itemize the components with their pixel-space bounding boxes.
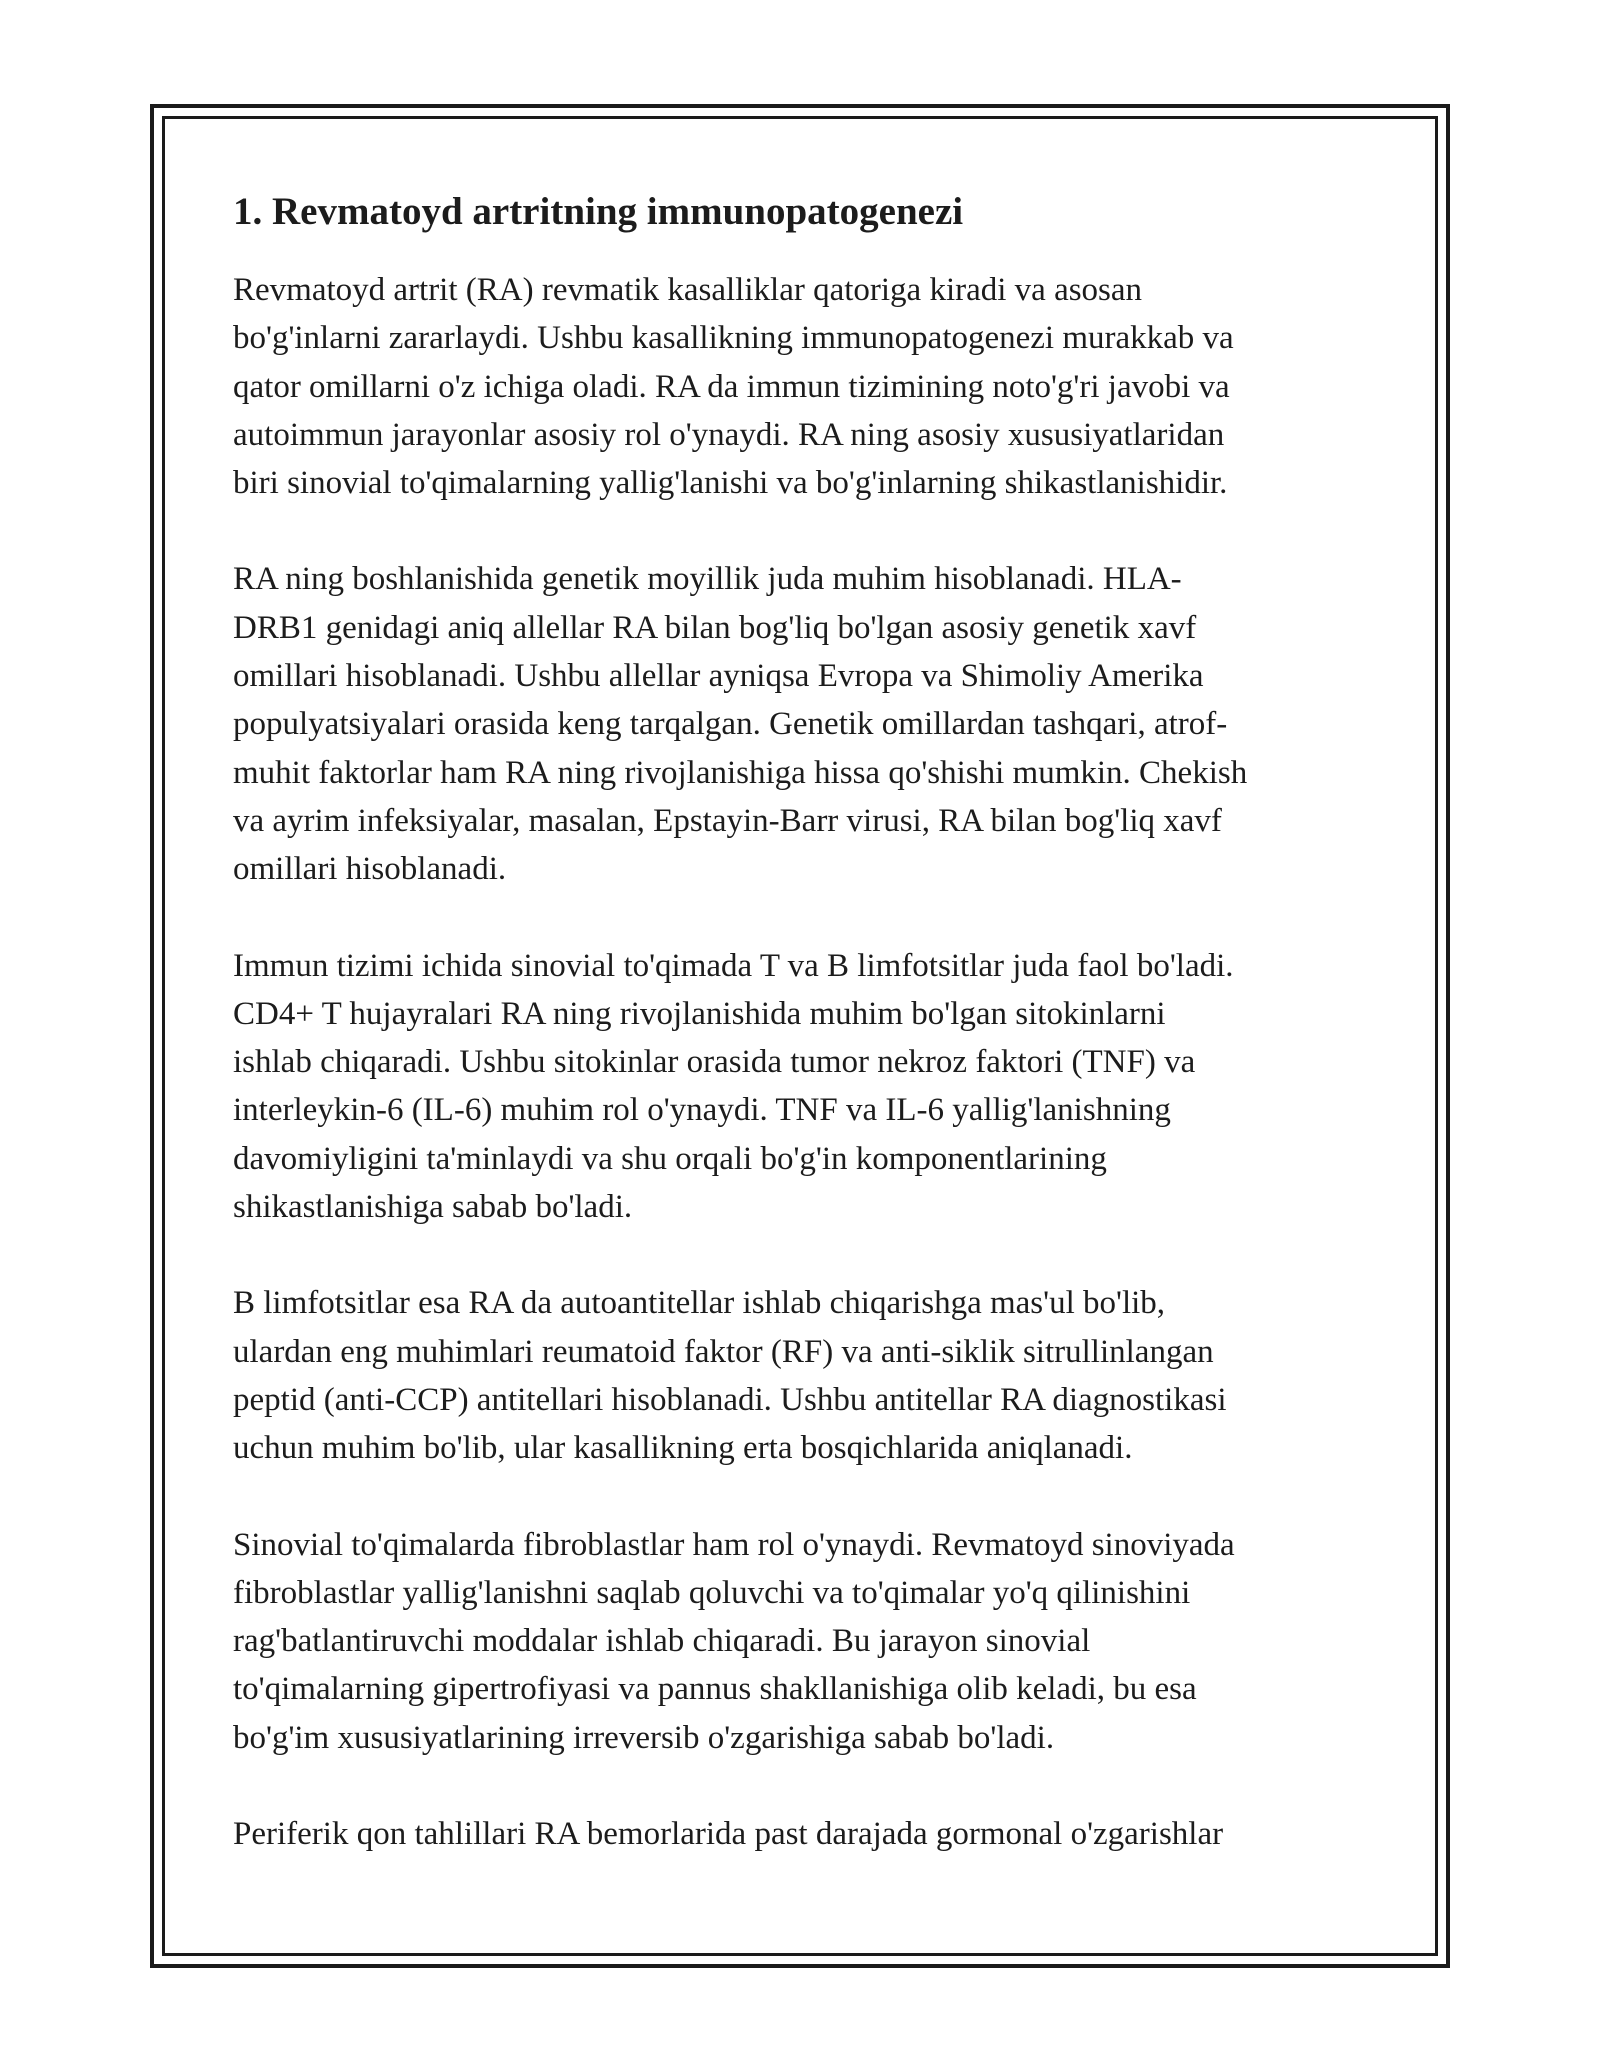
- text-line: fibroblastlar yallig'lanishni saqlab qoluvchi va to'qimalar yo'q qilinishini: [233, 1574, 1191, 1611]
- text-line: CD4+ T hujayralari RA ning rivojlanishida muhim bo'lgan sitokinlarni: [233, 995, 1166, 1032]
- text-line: B limfotsitlar esa RA da autoantitellar ishlab chiqarishga mas'ul bo'lib,: [233, 1285, 1166, 1322]
- text-line: RA ning boshlanishida genetik moyillik juda muhim hisoblanadi. HLA-: [233, 561, 1182, 598]
- text-line: autoimmun jarayonlar asosiy rol o'ynaydi. RA ning asosiy xususiyatlaridan: [233, 416, 1225, 453]
- document-body: [233, 188, 1373, 1906]
- paragraph-6: [233, 1810, 1373, 1858]
- text-line: qator omillarni o'z ichiga oladi. RA da immun tizimining noto'g'ri javobi va: [233, 368, 1230, 405]
- text-line: peptid (anti-CCP) antitellari hisoblanadi. Ushbu antitellar RA diagnostikasi: [233, 1381, 1227, 1418]
- text-line: DRB1 genidagi aniq allellar RA bilan bog'liq bo'lgan asosiy genetik xavf: [233, 609, 1197, 646]
- text-line: omillari hisoblanadi. Ushbu allellar ayniqsa Evropa va Shimoliy Amerika: [233, 658, 1204, 695]
- text-line: interleykin-6 (IL-6) muhim rol o'ynaydi. TNF va IL-6 yallig'lanishning: [233, 1092, 1171, 1129]
- text-line: to'qimalarning gipertrofiyasi va pannus shakllanishiga olib keladi, bu esa: [233, 1671, 1197, 1708]
- text-line: ulardan eng muhimlari reumatoid faktor (RF) va anti-siklik sitrullinlangan: [233, 1333, 1214, 1370]
- text-line: davomiyligini ta'minlaydi va shu orqali bo'g'in komponentlarining: [233, 1140, 1107, 1177]
- paragraph-2: [233, 555, 1373, 893]
- text-line: shikastlanishiga sabab bo'ladi.: [233, 1189, 633, 1226]
- paragraph-4: [233, 1279, 1373, 1472]
- paragraph-5: [233, 1521, 1373, 1762]
- text-line: ishlab chiqaradi. Ushbu sitokinlar orasida tumor nekroz faktori (TNF) va: [233, 1044, 1196, 1081]
- paragraph-1: [233, 266, 1373, 507]
- text-line: biri sinovial to'qimalarning yallig'lanishi va bo'g'inlarning shikastlanishidir.: [233, 465, 1228, 502]
- text-line: muhit faktorlar ham RA ning rivojlanishiga hissa qo'shishi mumkin. Chekish: [233, 754, 1248, 791]
- paragraph-3: [233, 942, 1373, 1232]
- text-line: Revmatoyd artrit (RA) revmatik kasalliklar qatoriga kiradi va asosan: [233, 272, 1143, 308]
- section-heading: 1. Revmatoyd artritning immunopatogenezi: [233, 190, 964, 233]
- text-line: rag'batlantiruvchi moddalar ishlab chiqaradi. Bu jarayon sinovial: [233, 1623, 1091, 1660]
- text-line: bo'g'inlarni zararlaydi. Ushbu kasallikning immunopatogenezi murakkab va: [233, 320, 1234, 357]
- text-line: omillari hisoblanadi.: [233, 851, 507, 888]
- text-line: va ayrim infeksiyalar, masalan, Epstayin-Barr virusi, RA bilan bog'liq xavf: [233, 802, 1222, 839]
- text-line: populyatsiyalari orasida keng tarqalgan. Genetik omillardan tashqari, atrof-: [233, 706, 1228, 743]
- text-line: Periferik qon tahlillari RA bemorlarida past darajada gormonal o'zgarishlar: [233, 1816, 1224, 1853]
- text-line: bo'g'im xususiyatlarining irreversib o'zgarishiga sabab bo'ladi.: [233, 1719, 1055, 1756]
- text-line: uchun muhim bo'lib, ular kasallikning erta bosqichlarida aniqlanadi.: [233, 1430, 1133, 1467]
- text-line: Immun tizimi ichida sinovial to'qimada T va B limfotsitlar juda faol bo'ladi.: [233, 947, 1234, 984]
- text-line: Sinovial to'qimalarda fibroblastlar ham rol o'ynaydi. Revmatoyd sinoviyada: [233, 1526, 1235, 1563]
